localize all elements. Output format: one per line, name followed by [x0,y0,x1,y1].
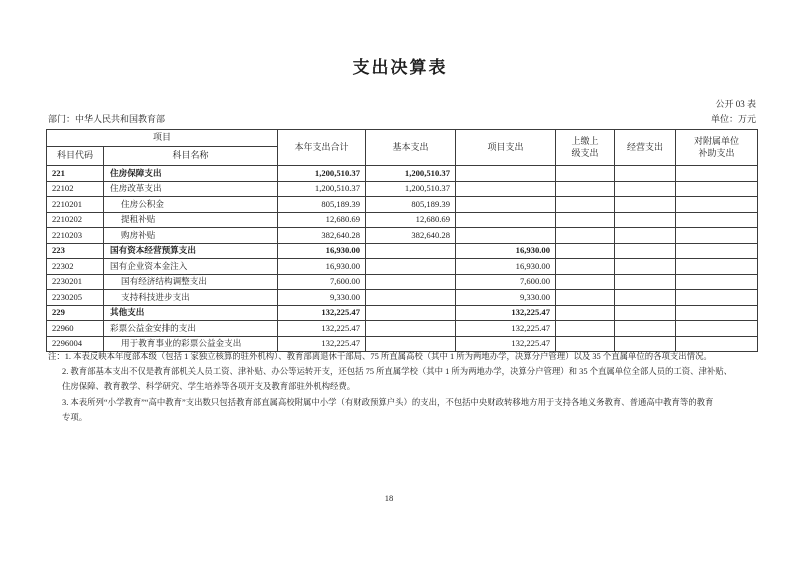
subject-name-cell: 住房保障支出 [104,166,278,182]
subject-name-cell: 国有经济结构调整支出 [104,274,278,290]
project-expenditure-cell [456,212,556,228]
col-header-upper-line1: 上缴上 [571,136,599,147]
project-expenditure-cell: 9,330.00 [456,290,556,306]
total-expenditure-cell: 16,930.00 [278,243,366,259]
upper-level-expenditure-cell [556,274,615,290]
meta-row [48,112,756,125]
project-expenditure-cell [456,228,556,244]
col-header-code: 科目代码 [47,147,104,166]
col-header-subsidy [676,130,758,166]
project-expenditure-cell: 16,930.00 [456,243,556,259]
basic-expenditure-cell [366,259,456,275]
form-code-label: 公开 03 表 [715,99,756,109]
subject-name-cell: 购房补贴 [104,228,278,244]
subject-name-cell: 支持科技进步支出 [104,290,278,306]
project-expenditure-cell: 132,225.47 [456,321,556,337]
project-expenditure-cell [456,181,556,197]
total-expenditure-cell: 132,225.47 [278,336,366,352]
subject-name-cell: 国有资本经营预算支出 [104,243,278,259]
col-header-upper-level [556,130,615,166]
upper-level-expenditure-cell [556,166,615,182]
subject-code-cell: 22960 [47,321,104,337]
table-row [47,305,758,321]
subject-code-cell: 2210203 [47,228,104,244]
col-header-subsidy-line1: 对附属单位 [694,136,740,147]
upper-level-expenditure-cell [556,290,615,306]
col-header-project: 项目支出 [456,130,556,166]
operating-expenditure-cell [615,212,676,228]
upper-level-expenditure-cell [556,228,615,244]
table-row [47,228,758,244]
operating-expenditure-cell [615,290,676,306]
subject-code-cell: 2210202 [47,212,104,228]
subject-code-cell: 22102 [47,181,104,197]
upper-level-expenditure-cell [556,181,615,197]
total-expenditure-cell: 1,200,510.37 [278,181,366,197]
department-label: 部门：中华人民共和国教育部 [48,114,166,124]
subject-name-cell: 提租补贴 [104,212,278,228]
col-header-basic: 基本支出 [366,130,456,166]
subsidy-expenditure-cell [676,321,758,337]
subject-code-cell: 22302 [47,259,104,275]
total-expenditure-cell: 16,930.00 [278,259,366,275]
upper-level-expenditure-cell [556,197,615,213]
table-row [47,290,758,306]
subject-name-cell: 住房改革支出 [104,181,278,197]
subsidy-expenditure-cell [676,166,758,182]
operating-expenditure-cell [615,259,676,275]
basic-expenditure-cell: 1,200,510.37 [366,166,456,182]
subject-code-cell: 2230201 [47,274,104,290]
upper-level-expenditure-cell [556,243,615,259]
total-expenditure-cell: 382,640.28 [278,228,366,244]
subject-code-cell: 223 [47,243,104,259]
table-row [47,243,758,259]
basic-expenditure-cell [366,321,456,337]
col-header-total: 本年支出合计 [278,130,366,166]
table-row [47,181,758,197]
col-header-project-group: 项目 [47,130,278,147]
table-row [47,274,758,290]
subject-code-cell: 229 [47,305,104,321]
subject-name-cell: 其他支出 [104,305,278,321]
operating-expenditure-cell [615,197,676,213]
subsidy-expenditure-cell [676,243,758,259]
expenditure-table [46,129,758,352]
basic-expenditure-cell [366,243,456,259]
project-expenditure-cell: 16,930.00 [456,259,556,275]
basic-expenditure-cell: 382,640.28 [366,228,456,244]
note-line: 3. 本表所列“小学教育”“高中教育”支出数只包括教育部直属高校附属中小学（有财政预算户头）的支出，不包括中央财政转移地方用于支持各地义务教育、普通高中教育等的教育 [62,397,714,407]
note-line: 住房保障、教育教学、科学研究、学生培养等各项开支及教育部驻外机构经费。 [62,382,356,392]
subject-code-cell: 2230205 [47,290,104,306]
project-expenditure-cell [456,197,556,213]
table-row [47,259,758,275]
operating-expenditure-cell [615,181,676,197]
table-row [47,212,758,228]
subsidy-expenditure-cell [676,259,758,275]
subsidy-expenditure-cell [676,212,758,228]
note-line: 专项。 [62,412,88,422]
operating-expenditure-cell [615,166,676,182]
project-expenditure-cell [456,166,556,182]
subsidy-expenditure-cell [676,197,758,213]
operating-expenditure-cell [615,274,676,290]
operating-expenditure-cell [615,305,676,321]
total-expenditure-cell: 1,200,510.37 [278,166,366,182]
unit-label: 单位：万元 [710,114,756,124]
operating-expenditure-cell [615,243,676,259]
basic-expenditure-cell: 12,680.69 [366,212,456,228]
upper-level-expenditure-cell [556,305,615,321]
subject-name-cell: 用于教育事业的彩票公益金支出 [104,336,278,352]
operating-expenditure-cell [615,321,676,337]
total-expenditure-cell: 805,189.39 [278,197,366,213]
upper-level-expenditure-cell [556,321,615,337]
page-title: 支出决算表 [352,58,448,77]
subject-code-cell: 2296004 [47,336,104,352]
col-header-upper-line2: 级支出 [571,147,599,158]
total-expenditure-cell: 7,600.00 [278,274,366,290]
table-row [47,321,758,337]
col-header-subsidy-line2: 补助支出 [698,147,735,158]
subsidy-expenditure-cell [676,305,758,321]
page-number: 18 [384,493,394,503]
basic-expenditure-cell [366,305,456,321]
subsidy-expenditure-cell [676,290,758,306]
subsidy-expenditure-cell [676,181,758,197]
subsidy-expenditure-cell [676,274,758,290]
subject-name-cell: 住房公积金 [104,197,278,213]
project-expenditure-cell: 132,225.47 [456,305,556,321]
total-expenditure-cell: 132,225.47 [278,321,366,337]
upper-level-expenditure-cell [556,212,615,228]
table-body [47,166,758,352]
subject-name-cell: 国有企业资本金注入 [104,259,278,275]
col-header-name: 科目名称 [104,147,278,166]
subsidy-expenditure-cell [676,228,758,244]
project-expenditure-cell: 7,600.00 [456,274,556,290]
table-row [47,166,758,182]
basic-expenditure-cell [366,290,456,306]
subject-code-cell: 221 [47,166,104,182]
note-line: 2. 教育部基本支出不仅是教育部机关人员工资、津补贴、办公等运转开支，还包括 75 所直属学校（其中 1 所为两地办学，决算分户管理）和 35 个直属单位全部人员的工资、津补贴、 [62,367,732,377]
basic-expenditure-cell: 1,200,510.37 [366,181,456,197]
table-row [47,197,758,213]
total-expenditure-cell: 132,225.47 [278,305,366,321]
total-expenditure-cell: 9,330.00 [278,290,366,306]
project-expenditure-cell: 132,225.47 [456,336,556,352]
note-line: 注：1. 本表反映本年度部本级（包括 1 家独立核算的驻外机构）、教育部离退休干部局、75 所直属高校（其中 1 所为两地办学，决算分户管理）以及 35 个直属单位的各项支出情况。 [48,352,712,361]
subject-code-cell: 2210201 [47,197,104,213]
operating-expenditure-cell [615,228,676,244]
basic-expenditure-cell [366,274,456,290]
notes [48,349,780,425]
subject-name-cell: 彩票公益金安排的支出 [104,321,278,337]
upper-level-expenditure-cell [556,259,615,275]
col-header-operating: 经营支出 [615,130,676,166]
total-expenditure-cell: 12,680.69 [278,212,366,228]
basic-expenditure-cell: 805,189.39 [366,197,456,213]
table-header [47,130,758,166]
